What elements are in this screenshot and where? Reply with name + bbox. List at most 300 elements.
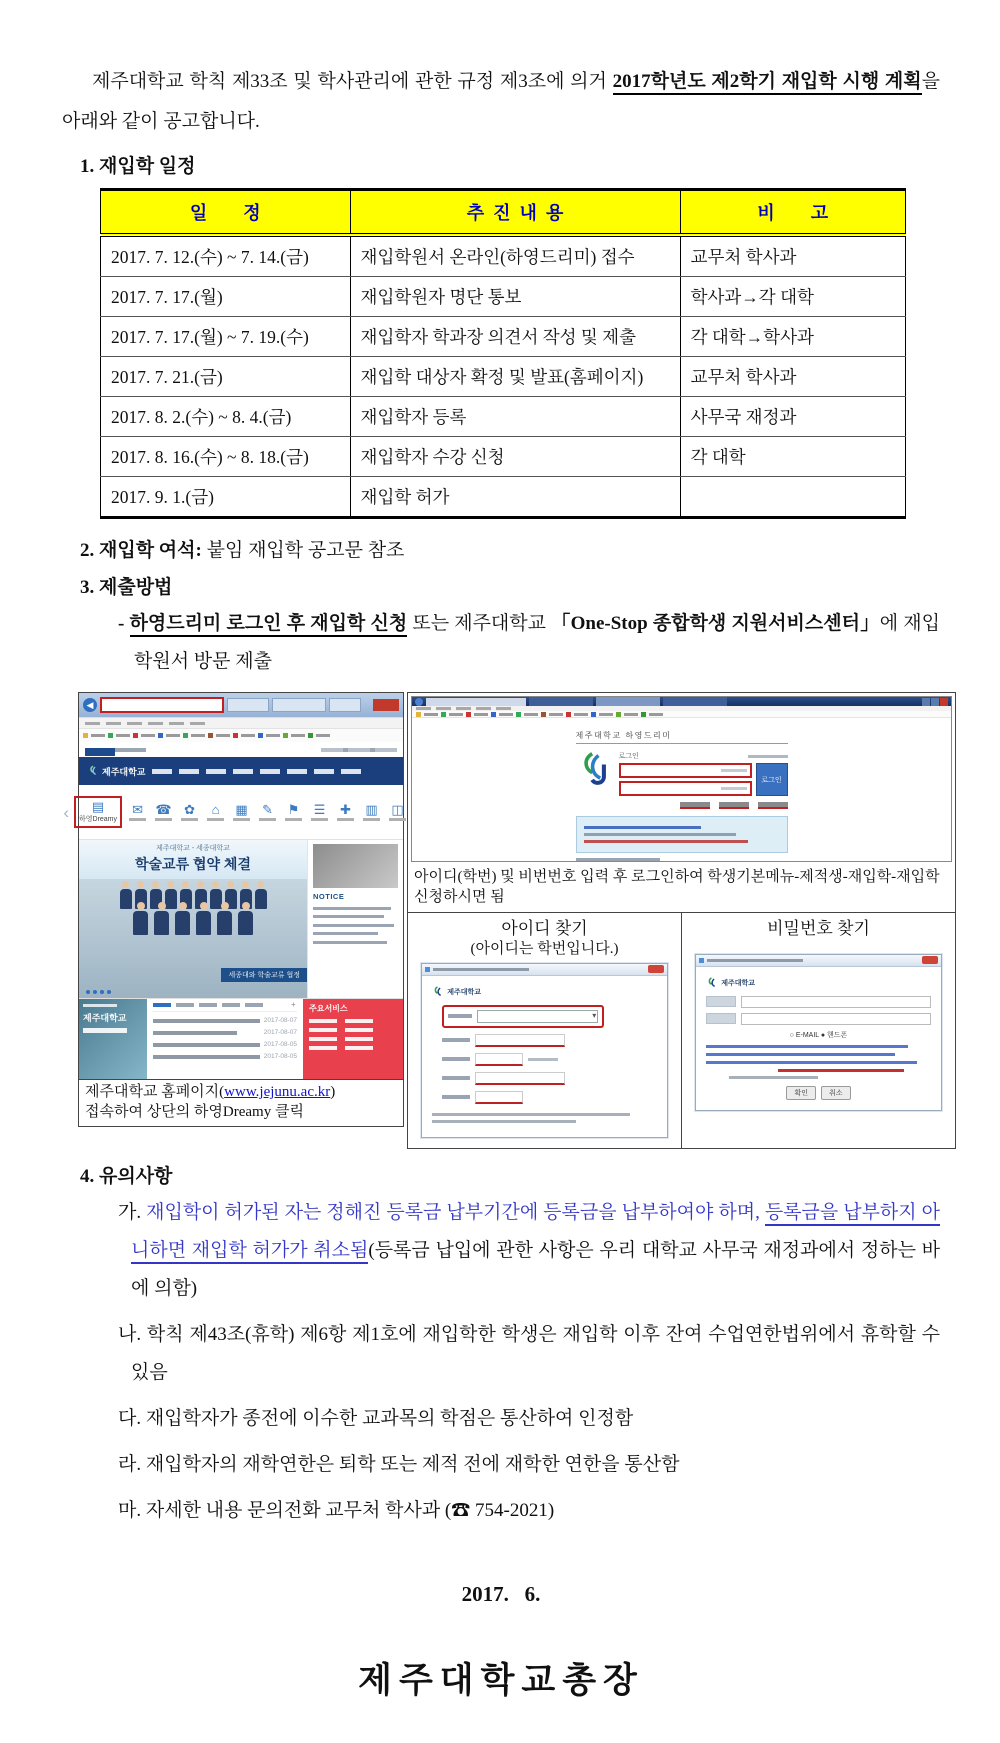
service-icon xyxy=(179,803,200,821)
photo-caption-chip: 세종대와 학술교류 협정 xyxy=(221,968,307,982)
schedule-cell: 재입학원자 명단 통보 xyxy=(350,276,680,316)
menu-item-bar xyxy=(456,707,471,710)
notice-list xyxy=(313,907,398,944)
menu-item-bar xyxy=(436,707,451,710)
service-icon xyxy=(283,803,304,821)
note-label: 가. xyxy=(118,1201,147,1223)
service-link-bar xyxy=(345,1037,373,1041)
notice-line-bar xyxy=(313,915,384,918)
bookmark-icon xyxy=(591,712,596,717)
bookmark-label-bar xyxy=(449,713,463,716)
service-icon-label-bar xyxy=(285,818,302,821)
service-icon xyxy=(335,803,356,821)
homepage-lower-row xyxy=(79,998,403,1079)
service-icon-label-bar xyxy=(363,818,380,821)
bookmark-icon xyxy=(566,712,571,717)
schedule-cell: 재입학자 학과장 의견서 작성 및 제출 xyxy=(350,316,680,356)
service-link-bar xyxy=(345,1019,373,1023)
person-figure xyxy=(165,889,177,909)
browser-tab xyxy=(272,698,326,712)
note-item-ga xyxy=(118,1194,940,1308)
schedule-cell: 2017. 7. 12.(수) ~ 7. 14.(금) xyxy=(101,235,351,277)
table-row xyxy=(101,476,906,517)
homepage-link[interactable]: www.jejunu.ac.kr xyxy=(224,1084,331,1101)
menu-item-bar xyxy=(476,707,491,710)
service-link-bar xyxy=(309,1019,337,1023)
note-text: 학칙 제43조(휴학) 제6항 제1호에 재입학한 학생은 재입학 이후 잔여 수업연한법위에서 휴학할 수 있음 xyxy=(131,1323,940,1383)
bookmark-label-bar xyxy=(241,734,255,737)
service-icon-glyph: ⌂ xyxy=(211,802,220,818)
service-link-bar xyxy=(345,1046,373,1050)
news-date: 2017-08-07 xyxy=(263,1029,297,1037)
address-bar xyxy=(426,698,526,706)
nav-menu-bar xyxy=(179,769,199,774)
nav-menu-bar xyxy=(260,769,280,774)
schedule-header-cell: 비 고 xyxy=(680,189,905,235)
service-icon-label-bar xyxy=(233,818,250,821)
schedule-head-row xyxy=(101,189,906,235)
menu-item-bar xyxy=(496,707,511,710)
schedule-cell: 사무국 재정과 xyxy=(680,396,905,436)
browser-menubar xyxy=(79,717,403,728)
note-item-ma xyxy=(118,1492,940,1530)
service-icon xyxy=(309,803,330,821)
service-icon xyxy=(257,803,278,821)
dreamy-page-title: 제주대학교 하영드리미 xyxy=(576,730,788,744)
dreamy-login-page xyxy=(412,718,951,861)
nav-menu-bar xyxy=(152,769,172,774)
section2-line xyxy=(80,535,940,562)
news-tabs xyxy=(153,1002,297,1012)
banner-title: 학술교류 협약 체결 xyxy=(135,856,251,873)
bookmark-icon xyxy=(441,712,446,717)
id-input-highlight xyxy=(619,763,752,778)
service-icon-label-bar xyxy=(389,818,406,821)
intro-paragraph xyxy=(62,62,940,143)
bookmark-icon xyxy=(616,712,621,717)
banner-heading xyxy=(79,840,307,879)
nav-menu-bar xyxy=(287,769,307,774)
bookmark-label-bar xyxy=(474,713,488,716)
ie-favicon xyxy=(699,958,704,963)
note-text: 재입학자의 재학연한은 퇴학 또는 제적 전에 재학한 연한을 통산함 xyxy=(145,1453,680,1475)
schedule-cell: 2017. 7. 17.(월) xyxy=(101,276,351,316)
login-screenshot xyxy=(408,693,955,865)
note-item-na xyxy=(118,1316,940,1392)
bookmark-icon xyxy=(233,733,238,738)
note-black-text: (등록금 납입에 관한 사항은 우리 대학교 사무국 재정과에서 정하는 바에 의함) xyxy=(131,1239,940,1299)
news-panel xyxy=(147,999,303,1079)
ie-tab xyxy=(529,697,593,706)
schedule-header-cell: 일 정 xyxy=(101,189,351,235)
schedule-cell: 학사과→각 대학 xyxy=(680,276,905,316)
link-bar xyxy=(321,748,343,752)
notice-line-bar xyxy=(313,932,378,935)
service-icon-label-bar xyxy=(155,818,172,821)
main-services-panel xyxy=(303,999,403,1079)
window-buttons xyxy=(922,698,948,706)
menu-item-bar xyxy=(106,722,121,725)
schedule-cell: 재입학원서 온라인(하영드리미) 접수 xyxy=(350,235,680,277)
note-item-ra xyxy=(118,1446,940,1484)
schedule-cell: 교무처 학사과 xyxy=(680,235,905,277)
notice-heading: NOTICE xyxy=(313,892,345,902)
caption-close: ) xyxy=(330,1084,336,1101)
note-label: 마. xyxy=(118,1499,146,1521)
table-row xyxy=(101,396,906,436)
notice-line-bar xyxy=(313,907,391,910)
schedule-cell: 재입학자 수강 신청 xyxy=(350,436,680,476)
person-figure xyxy=(175,911,190,935)
university-logo xyxy=(87,765,145,778)
news-title-bar xyxy=(153,1019,260,1023)
bookmark-label-bar xyxy=(599,713,613,716)
service-link-bar xyxy=(345,1028,373,1032)
section3-title: 3. 제출방법 xyxy=(80,576,173,598)
bookmark-label-bar xyxy=(316,734,330,737)
caption-line2: 접속하여 상단의 하영Dreamy 클릭 xyxy=(85,1103,304,1120)
back-icon: ◀ xyxy=(83,698,97,712)
table-row xyxy=(101,356,906,396)
bookmark-icon xyxy=(208,733,213,738)
url-bar-highlight xyxy=(100,697,224,713)
schedule-table-body xyxy=(101,235,906,518)
service-icon-glyph: ✚ xyxy=(340,802,351,818)
dreamy-icon-label: 하영Dreamy xyxy=(78,816,118,824)
bookmark-label-bar xyxy=(524,713,538,716)
service-icon-strip xyxy=(127,803,408,821)
menu-item-bar xyxy=(416,707,431,710)
browser-chrome xyxy=(79,693,403,717)
banner-main xyxy=(79,840,307,998)
news-row xyxy=(153,1017,297,1024)
service-icon-label-bar xyxy=(337,818,354,821)
person-figure xyxy=(196,911,211,935)
maximize-icon xyxy=(931,698,939,706)
bookmark-label-bar xyxy=(216,734,230,737)
nav-menu-bar xyxy=(341,769,361,774)
bookmark-label-bar xyxy=(624,713,638,716)
president-signature: 제주대학교총장 xyxy=(358,1660,644,1700)
close-icon xyxy=(373,699,399,711)
find-id-note xyxy=(432,1113,657,1123)
service-link-bar xyxy=(309,1028,337,1032)
schedule-cell xyxy=(680,476,905,517)
person-figure xyxy=(255,889,267,909)
service-icon-label-bar xyxy=(207,818,224,821)
service-icon-label-bar xyxy=(129,818,146,821)
site-tabs xyxy=(85,748,146,752)
find-password-window xyxy=(695,954,942,1111)
service-icon xyxy=(205,803,226,821)
search-box xyxy=(227,698,269,712)
intro-pre: 제주대학교 학칙 제33조 및 학사관리에 관한 규정 제3조에 의거 xyxy=(92,71,613,92)
phone-input xyxy=(741,1013,931,1025)
login-notice-box xyxy=(576,816,788,853)
schedule-cell: 각 대학 xyxy=(680,436,905,476)
search-type-dropdown-highlight xyxy=(442,1005,604,1028)
issue-date: 2017. 6. xyxy=(461,1581,541,1606)
birthdate-input xyxy=(475,1053,523,1066)
ie-titlebar xyxy=(412,697,951,706)
bullet-quote: 「One-Stop 종합학생 지원서비스센터」 xyxy=(551,612,880,634)
services-grid xyxy=(309,1019,397,1050)
schedule-cell: 2017. 8. 16.(수) ~ 8. 18.(금) xyxy=(101,436,351,476)
link-bar xyxy=(375,748,397,752)
login-label: 로그인 xyxy=(618,753,639,761)
banner-subtitle: 제주대학교 - 세종대학교 xyxy=(156,845,230,853)
homepage-caption xyxy=(79,1079,403,1125)
homepage-banner xyxy=(79,839,403,998)
menu-item-bar xyxy=(148,722,163,725)
instruction-screenshots xyxy=(63,692,956,1148)
person-figure xyxy=(238,911,253,935)
service-icon-glyph: ⚑ xyxy=(287,802,300,818)
section2-text: 붙임 재입학 공고문 참조 xyxy=(201,539,405,561)
person-figure xyxy=(217,911,232,935)
notice-line-bar xyxy=(313,924,394,927)
news-row xyxy=(153,1041,297,1048)
menu-item-bar xyxy=(190,722,205,725)
news-list xyxy=(153,1017,297,1060)
quick-service-strip xyxy=(63,785,404,839)
news-title-bar xyxy=(153,1031,237,1035)
nav-menu-bar xyxy=(233,769,253,774)
service-icon xyxy=(387,803,408,821)
id-input xyxy=(741,996,931,1008)
schedule-cell: 재입학 허가 xyxy=(350,476,680,517)
note-label: 라. xyxy=(118,1453,146,1475)
service-icon-label-bar xyxy=(259,818,276,821)
photo-front-row xyxy=(79,911,307,935)
service-icon xyxy=(361,803,382,821)
schedule-cell: 2017. 7. 17.(월) ~ 7. 19.(수) xyxy=(101,316,351,356)
find-id-window xyxy=(421,963,668,1138)
tab-active-bar xyxy=(85,748,115,756)
find-id-column xyxy=(408,913,682,1147)
service-link-bar xyxy=(309,1037,337,1041)
schedule-cell: 각 대학→학사과 xyxy=(680,316,905,356)
logo-swirl-icon xyxy=(87,765,99,777)
brand-text: 제주대학교 xyxy=(102,766,146,777)
minimize-icon xyxy=(922,698,930,706)
intro-emphasis: 2017학년도 제2학기 재입학 시행 계획 xyxy=(613,71,922,95)
underlined-instruction xyxy=(778,1069,904,1072)
ie-window-login xyxy=(411,696,952,862)
news-row xyxy=(153,1029,297,1036)
ie-favicon xyxy=(425,967,430,972)
find-password-column xyxy=(682,913,955,1147)
menu-item-bar xyxy=(169,722,184,725)
table-row xyxy=(101,235,906,277)
section2-title: 2. 재입학 여석: xyxy=(80,539,202,561)
window-title-bar xyxy=(433,968,529,971)
bookmark-icon xyxy=(491,712,496,717)
section1-title: 1. 재입학 일정 xyxy=(80,155,196,177)
admission-year-input xyxy=(475,1091,523,1104)
note-item-da xyxy=(118,1400,940,1438)
logo-swirl-icon xyxy=(706,977,718,989)
confirm-button: 확인 xyxy=(786,1086,816,1100)
news-more-icon: + xyxy=(291,1000,296,1010)
bookmark-icon xyxy=(641,712,646,717)
promo-text: 제주대학교 xyxy=(83,1013,127,1024)
utility-links-row xyxy=(79,742,403,757)
bookmark-icon xyxy=(183,733,188,738)
bookmark-icon xyxy=(108,733,113,738)
section3-bullet xyxy=(118,605,940,683)
close-icon xyxy=(648,965,664,973)
bullet-bold-underline: 하영드리미 로그인 후 재입학 신청 xyxy=(130,613,408,637)
menu-item-bar xyxy=(85,722,100,725)
news-row xyxy=(153,1053,297,1060)
bullet-dash: - xyxy=(118,612,130,634)
homepage-screenshot xyxy=(63,692,404,1126)
bookmark-icon xyxy=(308,733,313,738)
notice-line-bar xyxy=(313,941,387,944)
login-caption: 아이디(학번) 및 비번번호 입력 후 로그인하여 학생기본메뉴-제적생-재입학-재입학신청하시면 됨 xyxy=(408,865,955,913)
schedule-cell: 재입학자 등록 xyxy=(350,396,680,436)
service-icon-label-bar xyxy=(181,818,198,821)
tab-bar xyxy=(120,748,146,752)
news-date: 2017-08-07 xyxy=(263,1017,297,1025)
service-icon-glyph: ✿ xyxy=(184,802,195,818)
bullet-mid: 또는 제주대학교 xyxy=(407,612,552,634)
schedule-cell: 2017. 7. 21.(금) xyxy=(101,356,351,396)
bookmark-label-bar xyxy=(91,734,105,737)
promo-tile xyxy=(79,999,147,1079)
table-row xyxy=(101,276,906,316)
schedule-cell: 2017. 8. 2.(수) ~ 8. 4.(금) xyxy=(101,396,351,436)
find-password-heading: 비밀번호 찾기 xyxy=(767,919,870,939)
schedule-cell: 교무처 학사과 xyxy=(680,356,905,396)
service-icon-glyph: ☰ xyxy=(313,802,326,818)
caption-pre: 제주대학교 홈페이지( xyxy=(85,1084,225,1101)
bookmark-icon xyxy=(416,712,421,717)
window-title-bar xyxy=(707,959,803,962)
service-link-bar xyxy=(309,1046,337,1050)
news-date: 2017-08-05 xyxy=(263,1041,297,1049)
login-instructions-panel xyxy=(407,692,956,1148)
sidebar-photo xyxy=(313,844,398,888)
schedule-cell: 재입학 대상자 확정 및 발표(홈페이지) xyxy=(350,356,680,396)
schedule-table xyxy=(100,188,906,519)
schedule-cell: 2017. 9. 1.(금) xyxy=(101,476,351,517)
service-icon-glyph: ▥ xyxy=(365,802,378,818)
bookmark-label-bar xyxy=(649,713,663,716)
bookmark-icon xyxy=(541,712,546,717)
password-input-highlight xyxy=(619,781,752,796)
find-password-instructions xyxy=(706,1045,931,1064)
bookmark-label-bar xyxy=(499,713,513,716)
services-heading: 주요서비스 xyxy=(309,1004,348,1014)
table-row xyxy=(101,436,906,476)
note-text: 자세한 내용 문의전화 교무처 학사과 (☎ 754-2021) xyxy=(145,1499,555,1521)
bookmark-icon xyxy=(158,733,163,738)
note-label: 나. xyxy=(118,1323,147,1345)
bookmark-icon xyxy=(516,712,521,717)
note-blue-underlined: 등록금을 납부하지 아니하면 재입학 허가가 취소됨 xyxy=(131,1202,940,1264)
note-text: 재입학자가 종전에 이수한 교과목의 학점은 통산하여 인정함 xyxy=(145,1407,634,1429)
bookmark-label-bar xyxy=(291,734,305,737)
bookmark-label-bar xyxy=(549,713,563,716)
nav-menu-bar xyxy=(206,769,226,774)
bookmark-label-bar xyxy=(574,713,588,716)
bullet-post: 에 재입학원서 방문 제출 xyxy=(134,612,941,673)
photo-back-row xyxy=(79,889,307,909)
service-icon xyxy=(231,803,252,821)
service-icon-glyph: ✉ xyxy=(132,802,143,818)
carousel-prev-icon: ‹ xyxy=(63,802,69,822)
news-title-bar xyxy=(153,1055,260,1059)
news-date: 2017-08-05 xyxy=(263,1053,297,1061)
close-icon xyxy=(940,698,948,706)
news-title-bar xyxy=(153,1043,260,1047)
top-links xyxy=(321,748,397,752)
bookmark-icon xyxy=(133,733,138,738)
logo-text: 제주대학교 xyxy=(447,988,482,996)
bookmark-label-bar xyxy=(424,713,438,716)
group-photo xyxy=(79,879,307,998)
bookmark-label-bar xyxy=(116,734,130,737)
ie-tab-active xyxy=(596,697,660,706)
intro-post: 을 아래와 같이 공고합니다. xyxy=(62,71,941,133)
service-icon-label-bar xyxy=(311,818,328,821)
dreamy-logo-icon xyxy=(576,751,612,792)
service-icon-glyph: ☎ xyxy=(155,802,172,818)
contact-method-radios: ○ E-MAIL ● 핸드폰 xyxy=(789,1031,848,1039)
hayoung-dreamy-icon-highlight xyxy=(74,796,122,828)
schedule-header-cell: 추 진 내 용 xyxy=(350,189,680,235)
bookmark-label-bar xyxy=(191,734,205,737)
menu-item-bar xyxy=(127,722,142,725)
person-figure xyxy=(133,911,148,935)
table-row xyxy=(101,316,906,356)
college-input xyxy=(475,1072,565,1085)
dropdown-select xyxy=(477,1010,598,1023)
bookmarks-bar xyxy=(79,728,403,742)
bookmark-label-bar xyxy=(166,734,180,737)
bookmark-icon xyxy=(283,733,288,738)
bookmark-icon xyxy=(466,712,471,717)
find-id-heading: 아이디 찾기 xyxy=(501,919,588,939)
ie-tab xyxy=(663,697,727,706)
login-helper-links xyxy=(619,802,788,809)
dreamy-icon: ▤ xyxy=(91,799,105,815)
service-icon xyxy=(127,803,148,821)
cancel-button: 취소 xyxy=(821,1086,851,1100)
section4-title: 4. 유의사항 xyxy=(80,1165,173,1187)
person-figure xyxy=(154,911,169,935)
bookmark-label-bar xyxy=(141,734,155,737)
person-figure xyxy=(120,889,132,909)
link-bar xyxy=(348,748,370,752)
bookmark-icon xyxy=(258,733,263,738)
ie-bookmarks-bar xyxy=(412,711,951,718)
logo-text: 제주대학교 xyxy=(721,979,756,987)
browser-tab xyxy=(329,698,361,712)
banner-pager-dots xyxy=(86,990,111,994)
find-id-subheading: (아이디는 학번입니다.) xyxy=(470,940,619,957)
note-label: 다. xyxy=(118,1407,146,1429)
bookmark-label-bar xyxy=(266,734,280,737)
logo-swirl-icon xyxy=(432,986,444,998)
main-navigation-bar xyxy=(79,757,403,785)
bookmark-icon xyxy=(83,733,88,738)
service-icon-glyph: ✎ xyxy=(262,802,273,818)
note-blue-text: 재입학이 허가된 자는 정해진 등록금 납부기간에 등록금을 납부하여야 하며, xyxy=(146,1201,765,1223)
person-figure xyxy=(210,889,222,909)
